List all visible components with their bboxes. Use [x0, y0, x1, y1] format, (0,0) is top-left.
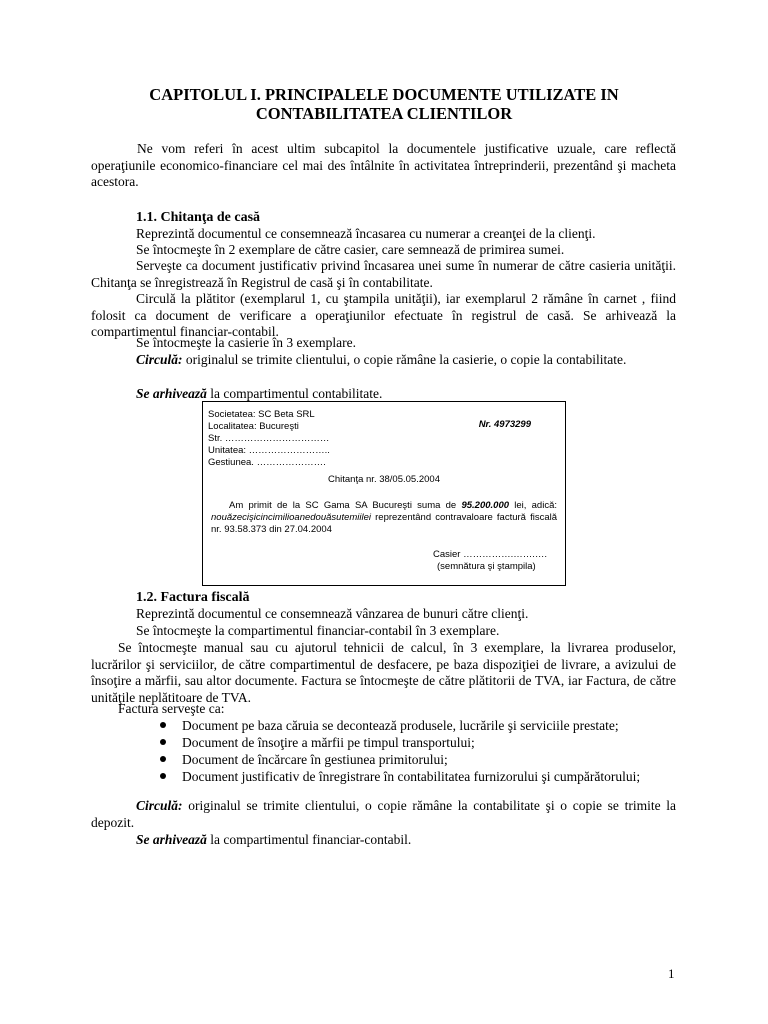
receipt-signature: (semnătura şi ştampila)	[437, 561, 536, 572]
circula-text: originalul se trimite clientului, o copie rămâne la contabilitate şi o copie se trimite la depozit.	[91, 798, 676, 830]
receipt-number-label: Nr.	[478, 419, 492, 430]
receipt-title: Chitanţa nr. 38/05.05.2004	[328, 474, 440, 485]
chapter-title-line2: CONTABILITATEA CLIENTILOR	[255, 104, 513, 123]
receipt-form	[202, 401, 566, 586]
receipt-casier: Casier …………….…….….	[433, 549, 548, 560]
circula-text: originalul se trimite clientului, o copie rămâne la casierie, o copie la contabilitate.	[182, 352, 627, 367]
chapter-title	[90, 85, 678, 123]
receipt-text-a: Am primit de la SC Gama SA Bucureşti suma de	[229, 500, 462, 511]
section1-p4: Circulă la plătitor (exemplarul 1, cu ştampila unităţii), iar exemplarul 2 rămâne în carnet , fiind folosit ca document de verificare a operaţiunilor efectuate în registrul de casă. Se arhivează la compartimentul financiar-contabil.	[91, 291, 676, 339]
arhiveaza-text: la compartimentul contabilitate.	[206, 386, 383, 401]
section2-p2: Se întocmeşte la compartimentul financiar-contabil în 3 exemplare.	[136, 623, 500, 638]
intro-paragraph: Ne vom referi în acest ultim subcapitol la documentele justificative uzuale, care reflectă operaţiunile economico-financiare cel mai des întâlnite în activitatea întreprinderii, prezentând şi macheta acestora.	[91, 141, 676, 189]
arhiveaza-label: Se arhivează	[136, 386, 207, 401]
section1-heading: 1.1. Chitanţa de casă	[136, 210, 261, 225]
chapter-title-line1: CAPITOLUL I. PRINCIPALELE DOCUMENTE UTILIZATE IN	[149, 85, 619, 104]
receipt-header	[208, 409, 330, 469]
section1-p5: Se întocmeşte la casierie în 3 exemplare.	[136, 335, 357, 350]
page-number: 1	[668, 966, 675, 981]
receipt-text-b: lei, adică:	[509, 500, 557, 511]
section1-p1: Reprezintă documentul ce consemnează încasarea cu numerar a creanţei de la clienţi.	[136, 226, 596, 241]
receipt-locality: Localitatea: Bucureşti	[208, 421, 299, 432]
circula-label: Circulă:	[136, 798, 183, 813]
receipt-company: Societatea: SC Beta SRL	[208, 409, 315, 420]
circula-label: Circulă:	[136, 352, 183, 367]
section2-p1: Reprezintă documentul ce consemnează vânzarea de bunuri către clienţi.	[136, 606, 529, 621]
arhiveaza-text: la compartimentul financiar-contabil.	[206, 832, 412, 847]
list-item: Document justificativ de înregistrare în contabilitatea furnizorului şi cumpărătorului;	[158, 768, 640, 785]
section1-circula	[91, 352, 676, 369]
section2-circula	[91, 798, 676, 831]
receipt-gestiune: Gestiunea. ………………….	[208, 457, 326, 468]
receipt-amount: 95.200.000	[461, 500, 510, 511]
receipt-number	[479, 419, 531, 431]
receipt-amount-words: nouăzecişicincimilioanedouăsutemiilei	[211, 512, 372, 523]
receipt-number-value: 4973299	[494, 419, 531, 430]
list-item: Document de încărcare în gestiunea primitorului;	[158, 751, 640, 768]
list-item: Document pe baza căruia se decontează produsele, lucrările şi serviciile prestate;	[158, 717, 640, 734]
section1-p3: Serveşte ca document justificativ privind încasarea unei sume în numerar de către casieria unităţii. Chitanţa se înregistrează în Registrul de casă şi în contabilitate.	[91, 258, 676, 290]
receipt-street: Str. ……………………………	[208, 433, 330, 444]
section2-p3: Se întocmeşte manual sau cu ajutorul tehnicii de calcul, în 3 exemplare, la livrarea produselor, lucrărilor şi serviciilor, de către compartimentul de desfacere, pe baza dispoziţiei de livrare, a avizului de însoţire a mărfii, sau altor documente. Factura se întocmeşte de către plătitorii de TVA, iar Factura, de către unităţile neplătitoare de TVA.	[91, 640, 676, 705]
section1-p2: Se întocmeşte în 2 exemplare de către casier, care semnează de primirea sumei.	[136, 242, 565, 257]
arhiveaza-label: Se arhivează	[136, 832, 207, 847]
receipt-body	[211, 500, 557, 536]
section2-arhiveaza	[136, 832, 411, 849]
section2-heading: 1.2. Factura fiscală	[136, 590, 250, 605]
section2-serves: Factura serveşte ca:	[118, 701, 225, 716]
receipt-text-c: reprezentând contravaloare factură fiscală nr. 93.58.373 din 27.04.2004	[211, 512, 557, 535]
list-item: Document de însoţire a mărfii pe timpul transportului;	[158, 734, 640, 751]
invoice-uses-list	[158, 717, 640, 785]
receipt-unit: Unitatea: ……………………..	[208, 445, 330, 456]
